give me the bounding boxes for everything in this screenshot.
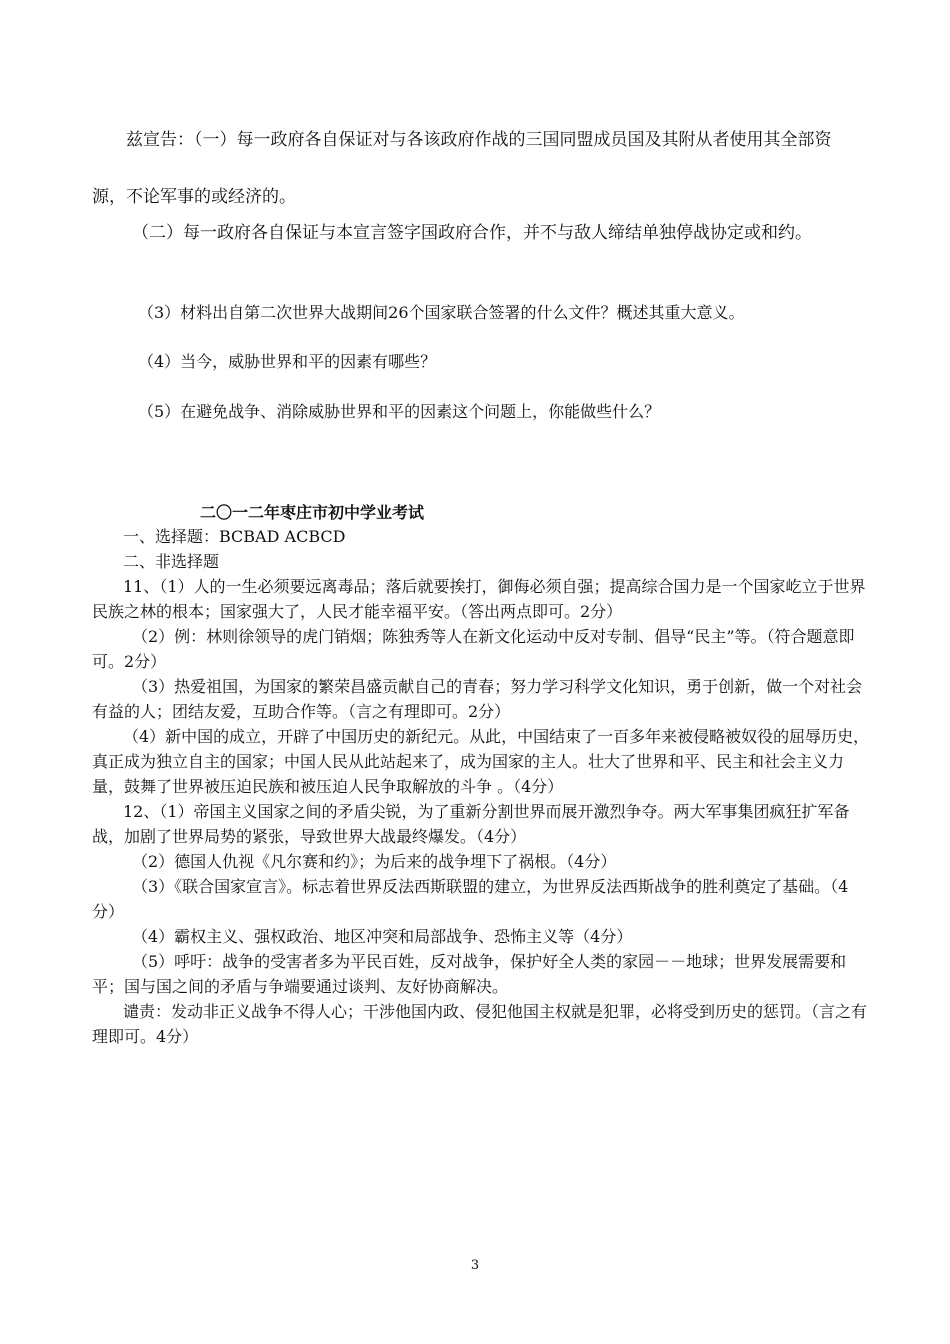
- question-4: （4）当今，威胁世界和平的因素有哪些？: [138, 352, 437, 371]
- answer-11-4: （4）新中国的成立，开辟了中国历史的新纪元。从此，中国结束了一百多年来被侵略被奴役的屈辱历史，真正成为独立自主的国家；中国人民从此站起来了，成为国家的主人。壮大了世界和平、民主和社会主义力量，鼓舞了世界被压迫民族和被压迫人民争取解放的斗争 。（4分）: [92, 727, 870, 796]
- answer-key-heading: 二〇一二年枣庄市初中学业考试: [200, 503, 425, 522]
- answer-nonchoice-label: 二、非选择题: [123, 552, 220, 571]
- answer-12-2: （2）德国人仇视《凡尔赛和约》；为后来的战争埋下了祸根。（4分）: [132, 852, 617, 871]
- answer-11-1: 11、（1）人的一生必须要远离毒品；落后就要挨打，御侮必须自强；提高综合国力是一个国家屹立于世界民族之林的根本；国家强大了，人民才能幸福平安。（答出两点即可。2分）: [92, 577, 866, 621]
- answer-11-2: （2）例：林则徐领导的虎门销烟；陈独秀等人在新文化运动中反对专制、倡导“民主”等。（符合题意即可。2分）: [92, 627, 855, 671]
- answer-12-3: （3）《联合国家宣言》。标志着世界反法西斯联盟的建立，为世界反法西斯战争的胜利奠定了基础。（4分）: [92, 877, 849, 921]
- answer-12-6: 谴责：发动非正义战争不得人心；干涉他国内政、侵犯他国主权就是犯罪，必将受到历史的惩罚。（言之有理即可。4分）: [92, 1002, 868, 1046]
- page-number: 3: [470, 1258, 480, 1273]
- answer-choice: 一、选择题：BCBAD ACBCD: [123, 527, 346, 546]
- question-5: （5）在避免战争、消除威胁世界和平的因素这个问题上，你能做些什么？: [138, 402, 661, 421]
- question-3: （3）材料出自第二次世界大战期间26个国家联合签署的什么文件？概述其重大意义。: [138, 303, 745, 322]
- answer-key-body: [92, 524, 870, 1049]
- answer-12-1: 12、（1）帝国主义国家之间的矛盾尖锐，为了重新分割世界而展开激烈争夺。两大军事集团疯狂扩军备战，加剧了世界局势的紧张，导致世界大战最终爆发。（4分）: [92, 802, 850, 846]
- answer-12-5: （5）呼吁：战争的受害者多为平民百姓，反对战争，保护好全人类的家园－－地球；世界发展需要和平；国与国之间的矛盾与争端要通过谈判、友好协商解决。: [92, 952, 847, 996]
- declaration-paragraph-1: 兹宣告：（一）每一政府各自保证对与各该政府作战的三国同盟成员国及其附从者使用其全部资源，不论军事的或经济的。: [92, 130, 832, 207]
- answer-12-4: （4）霸权主义、强权政治、地区冲突和局部战争、恐怖主义等（4分）: [132, 927, 633, 946]
- answer-11-3: （3）热爱祖国，为国家的繁荣昌盛贡献自己的青春；努力学习科学文化知识，勇于创新，做一个对社会有益的人；团结友爱，互助合作等。（言之有理即可。2分）: [92, 677, 863, 721]
- declaration-paragraph-2: （二）每一政府各自保证与本宣言签字国政府合作，并不与敌人缔结单独停战协定或和约。: [132, 223, 812, 243]
